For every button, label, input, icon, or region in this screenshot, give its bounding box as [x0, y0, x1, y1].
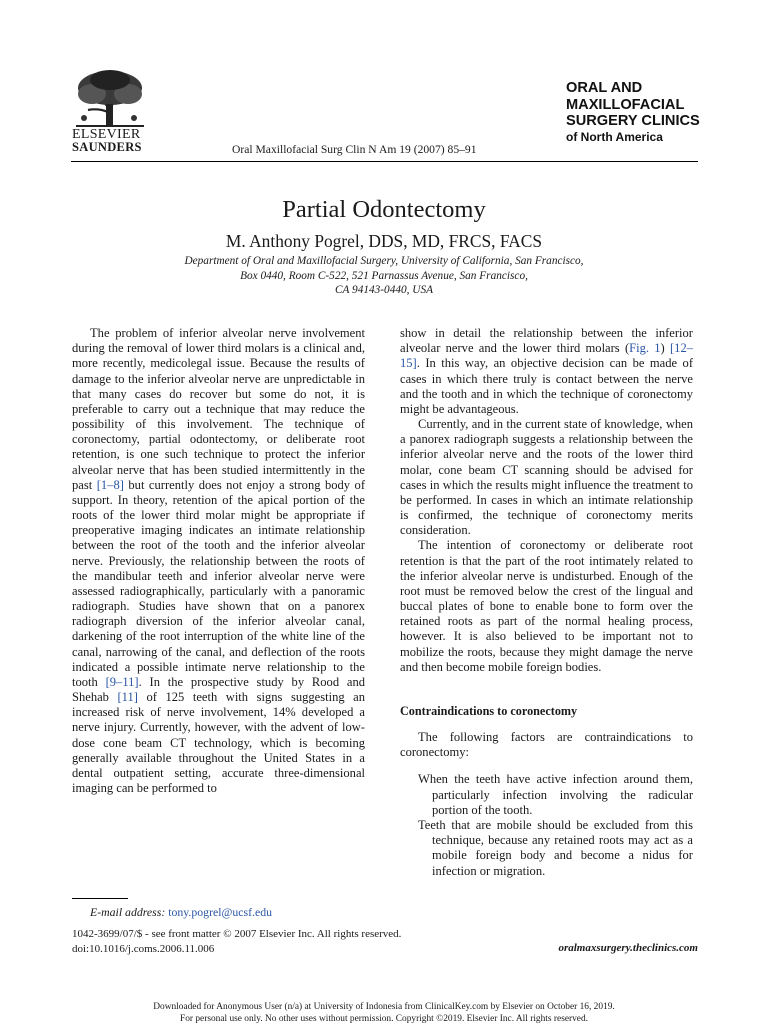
left-p1-text-d: of 125 teeth with signs suggesting an increased risk of nerve involvement, 14% developed a nerve injury. Currently, however, with the advent of low-dose cone beam CT technology, which is becoming generally available throughout the United States in a dental outpatient setting, accurate three-dimensional imaging can be performed to [72, 690, 365, 795]
right-p1-text-c: . In this way, an objective decision can be made of cases in which there truly is contact between the nerve and the tooth and in which the technique of coronectomy might be advantageous. [400, 356, 693, 416]
footer-info [72, 927, 401, 957]
contraindication-list [400, 772, 693, 878]
publisher-line1: ELSEVIER [72, 128, 142, 141]
reference-link-1-8[interactable]: [1–8] [97, 478, 124, 492]
left-p1-text-c: . In the prospective study by Rood and Shehab [72, 675, 365, 704]
publisher-name [72, 128, 142, 154]
citation: Oral Maxillofacial Surg Clin N Am 19 (2007) 85–91 [232, 143, 477, 156]
list-item: Teeth that are mobile should be excluded from this technique, because any retained roots may act as a mobile foreign body and become a nidus for infection or migration. [418, 818, 693, 879]
doi: doi:10.1016/j.coms.2006.11.006 [72, 942, 401, 957]
publisher-line2: SAUNDERS [72, 141, 142, 154]
right-paragraph-3: The intention of coronectomy or deliberate root retention is that the part of the root intimately related to the inferior alveolar nerve is undisturbed. Enough of the root must be removed below the crest of the lingual and buccal plates of bone to enable bone to form over the retained roots as part of the normal healing process, however. It is also believed to be important not to mobilize the roots, because they might damage the nerve and then become mobile foreign bodies. [400, 538, 693, 675]
journal-line2: MAXILLOFACIAL [566, 97, 700, 114]
right-paragraph-2: Currently, and in the current state of knowledge, when a panorex radiograph suggests a relationship between the inferior alveolar nerve and the roots of the lower third molar, cone beam CT scanning should be advised for cases in which the results might influence the treatment to be performed. In cases in which an intimate relationship is confirmed, the technique of coronectomy merits consideration. [400, 417, 693, 538]
section-heading-contraindications: Contraindications to coronectomy [400, 704, 693, 719]
reference-link-11[interactable]: [11] [117, 690, 137, 704]
footnote-divider [72, 898, 128, 899]
affiliation-line2: Box 0440, Room C-522, 521 Parnassus Avenue, San Francisco, [0, 269, 768, 284]
article-title: Partial Odontectomy [0, 196, 768, 224]
header-divider [71, 161, 698, 162]
right-column [400, 326, 693, 879]
journal-website: oralmaxsurgery.theclinics.com [466, 942, 698, 954]
figure-link-fig-1[interactable]: Fig. 1 [629, 341, 660, 355]
email-label: E-mail address: [90, 905, 165, 919]
affiliation-line3: CA 94143-0440, USA [0, 283, 768, 298]
journal-line3: SURGERY CLINICS [566, 113, 700, 130]
reference-link-12-15[interactable]: [12–15] [400, 341, 693, 370]
download-line1: Downloaded for Anonymous User (n/a) at University of Indonesia from ClinicalKey.com by Elsevier on October 16, 2019. [0, 1002, 768, 1014]
left-p1-text-a: The problem of inferior alveolar nerve involvement during the removal of lower third molars is a clinical and, more recently, medicolegal issue. Because the results of damage to the inferior alveolar nerve are unpredictable in that many cases do recover but some do not, it is preferable to carry out a technique that may reduce the possibility of this involvement. The technique of coronectomy, partial odontectomy, or deliberate root retention, is one such technique to protect the inferior alveolar nerve that has been studied intermittently in the past [72, 326, 365, 492]
right-p1-text-b: ) [661, 341, 665, 355]
right-p1-text-a: show in detail the relationship between the inferior alveolar nerve and the lower third molars ( [400, 326, 693, 355]
download-line2: For personal use only. No other uses without permission. Copyright ©2019. Elsevier Inc. All rights reserved. [0, 1014, 768, 1025]
author-email [90, 905, 272, 920]
affiliation-line1: Department of Oral and Maxillofacial Surgery, University of California, San Francisco, [0, 254, 768, 269]
journal-line4: of North America [566, 130, 700, 145]
reference-link-9-11[interactable]: [9–11] [106, 675, 139, 689]
affiliation [0, 254, 768, 298]
right-paragraph-1 [400, 326, 693, 417]
download-notice [0, 1002, 768, 1025]
article-authors: M. Anthony Pogrel, DDS, MD, FRCS, FACS [0, 231, 768, 252]
left-paragraph-1 [72, 326, 365, 796]
list-item: When the teeth have active infection around them, particularly infection involving the radicular portion of the tooth. [418, 772, 693, 818]
left-p1-text-b: but currently does not enjoy a strong body of support. In theory, retention of the apical portion of the roots of the lower third molar might be appropriate if preoperative imaging indicates an intimate relationship between the root of the tooth and the inferior alveolar nerve. Previously, the relationship between the roots of the mandibular teeth and inferior alveolar nerve were assessed radiographically, particularly with a panoramic radiograph. Studies have shown that on a panorex radiograph diversion of the inferior alveolar canal, darkening of the root interruption of the white line of the canal, narrowing of the canal, and deflection of the roots indicated a possible intimate nerve relationship to the tooth [72, 478, 365, 689]
email-link[interactable]: tony.pogrel@ucsf.edu [168, 905, 272, 919]
elsevier-tree-logo-icon [72, 68, 148, 128]
left-column [72, 326, 365, 796]
copyright-line: 1042-3699/07/$ - see front matter © 2007 Elsevier Inc. All rights reserved. [72, 927, 401, 942]
right-paragraph-4: The following factors are contraindications to coronectomy: [400, 730, 693, 760]
journal-name [566, 80, 700, 145]
journal-line1: ORAL AND [566, 80, 700, 97]
